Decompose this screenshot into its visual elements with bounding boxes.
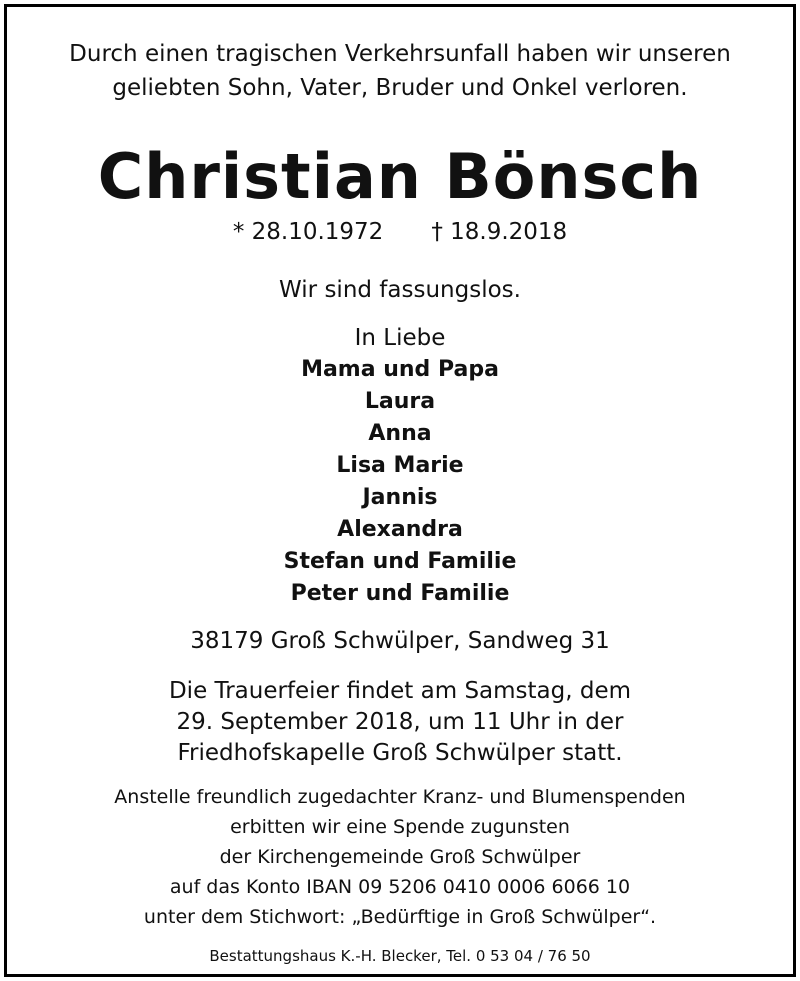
family-member: Jannis	[362, 485, 438, 510]
family-member: Anna	[368, 421, 432, 446]
service-line-3: Friedhofskapelle Groß Schwülper statt.	[177, 740, 623, 766]
life-dates	[7, 219, 793, 245]
family-member: Laura	[364, 389, 436, 414]
intro-line-2: geliebten Sohn, Vater, Bruder und Onkel verloren.	[112, 75, 688, 101]
deceased-name: Christian Bönsch	[97, 140, 703, 213]
address: 38179 Groß Schwülper, Sandweg 31	[190, 628, 610, 654]
donation-line-2: erbitten wir eine Spende zugunsten	[230, 816, 570, 838]
donation-info	[7, 782, 793, 932]
death-date: † 18.9.2018	[431, 219, 568, 245]
donation-line-1: Anstelle freundlich zugedachter Kranz- und Blumenspenden	[114, 786, 686, 808]
family-member: Peter und Familie	[290, 581, 510, 606]
in-love-label: In Liebe	[354, 325, 446, 351]
service-line-1: Die Trauerfeier findet am Samstag, dem	[168, 678, 632, 704]
birth-date: * 28.10.1972	[232, 219, 384, 245]
funeral-service-info	[7, 676, 793, 769]
funeral-home-contact: Bestattungshaus K.-H. Blecker, Tel. 0 53 04 / 76 50	[209, 947, 591, 965]
message-text: Wir sind fassungslos.	[279, 277, 521, 303]
obituary-notice	[4, 4, 796, 977]
donation-line-5: unter dem Stichwort: „Bedürftige in Groß Schwülper“.	[143, 906, 657, 928]
family-member: Alexandra	[337, 517, 463, 542]
service-line-2: 29. September 2018, um 11 Uhr in der	[176, 709, 624, 735]
family-member: Mama und Papa	[301, 357, 499, 382]
donation-line-3: der Kirchengemeinde Groß Schwülper	[219, 846, 581, 868]
donation-line-4: auf das Konto IBAN 09 5206 0410 0006 6066 10	[169, 876, 631, 898]
family-member: Stefan und Familie	[283, 549, 517, 574]
intro-line-1: Durch einen tragischen Verkehrsunfall haben wir unseren	[69, 41, 731, 67]
family-member: Lisa Marie	[336, 453, 464, 478]
intro-text	[7, 37, 793, 105]
